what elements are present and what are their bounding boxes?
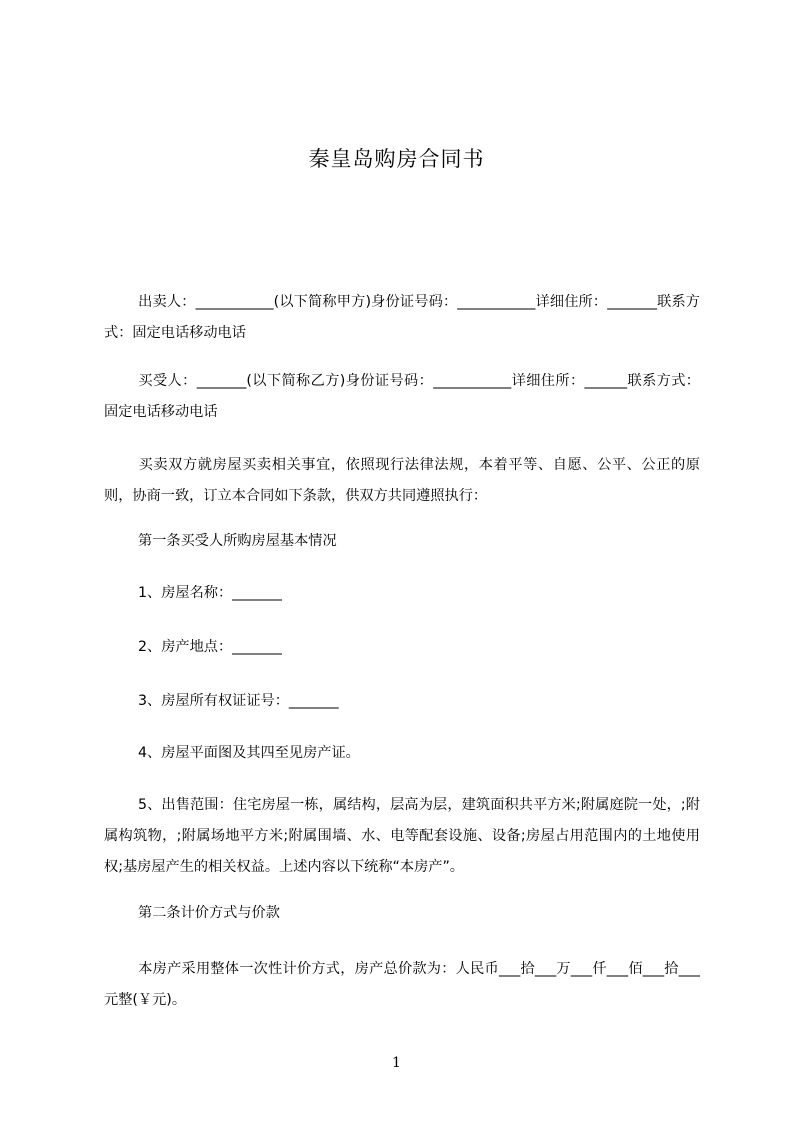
- price-text: 本房产采用整体一次性计价方式，房产总价款为：人民币___拾___万___仟___佰___拾___元整(￥元)。: [104, 961, 700, 1008]
- preamble-paragraph: [104, 450, 700, 512]
- price-paragraph: [104, 954, 700, 1016]
- house-name-text: 1、房屋名称：_______: [138, 585, 282, 601]
- floor-plan-text: 4、房屋平面图及其四至见房产证。: [138, 745, 360, 761]
- house-location-text: 2、房产地点：_______: [138, 639, 282, 655]
- ownership-cert-text: 3、房屋所有权证证号：_______: [138, 693, 339, 709]
- house-name-item: [104, 578, 700, 609]
- ownership-cert-item: [104, 686, 700, 717]
- preamble-text: 买卖双方就房屋买卖相关事宜，依照现行法律法规，本着平等、自愿、公平、公正的原则，协商一致，订立本合同如下条款，供双方共同遵照执行：: [104, 457, 700, 504]
- buyer-info-text: 买受人：_______(以下简称乙方)身份证号码：___________详细住所：______联系方式：固定电话移动电话: [104, 373, 700, 420]
- sale-scope-item: [104, 790, 700, 883]
- article-1-heading: [104, 526, 700, 557]
- buyer-info-paragraph: [104, 366, 700, 428]
- sale-scope-text: 5、出售范围：住宅房屋一栋，属结构，层高为层，建筑面积共平方米;附属庭院一处，;附属构筑物，;附属场地平方米;附属围墙、水、电等配套设施、设备;房屋占用范围内的土地使用权;基房屋产生的相关权益。上述内容以下统称“本房产”。: [104, 797, 700, 875]
- seller-info-text: 出卖人：___________(以下简称甲方)身份证号码：___________详细住所：_______联系方式：固定电话移动电话: [104, 294, 700, 341]
- article-2-heading-text: 第二条计价方式与价款: [138, 905, 280, 921]
- page-number: 1: [392, 1055, 401, 1071]
- floor-plan-item: [104, 738, 700, 769]
- article-1-heading-text: 第一条买受人所购房屋基本情况: [138, 533, 337, 549]
- document-title: 秦皇岛购房合同书: [308, 147, 485, 171]
- house-location-item: [104, 632, 700, 663]
- article-2-heading: [104, 898, 700, 929]
- seller-info-paragraph: [104, 287, 700, 349]
